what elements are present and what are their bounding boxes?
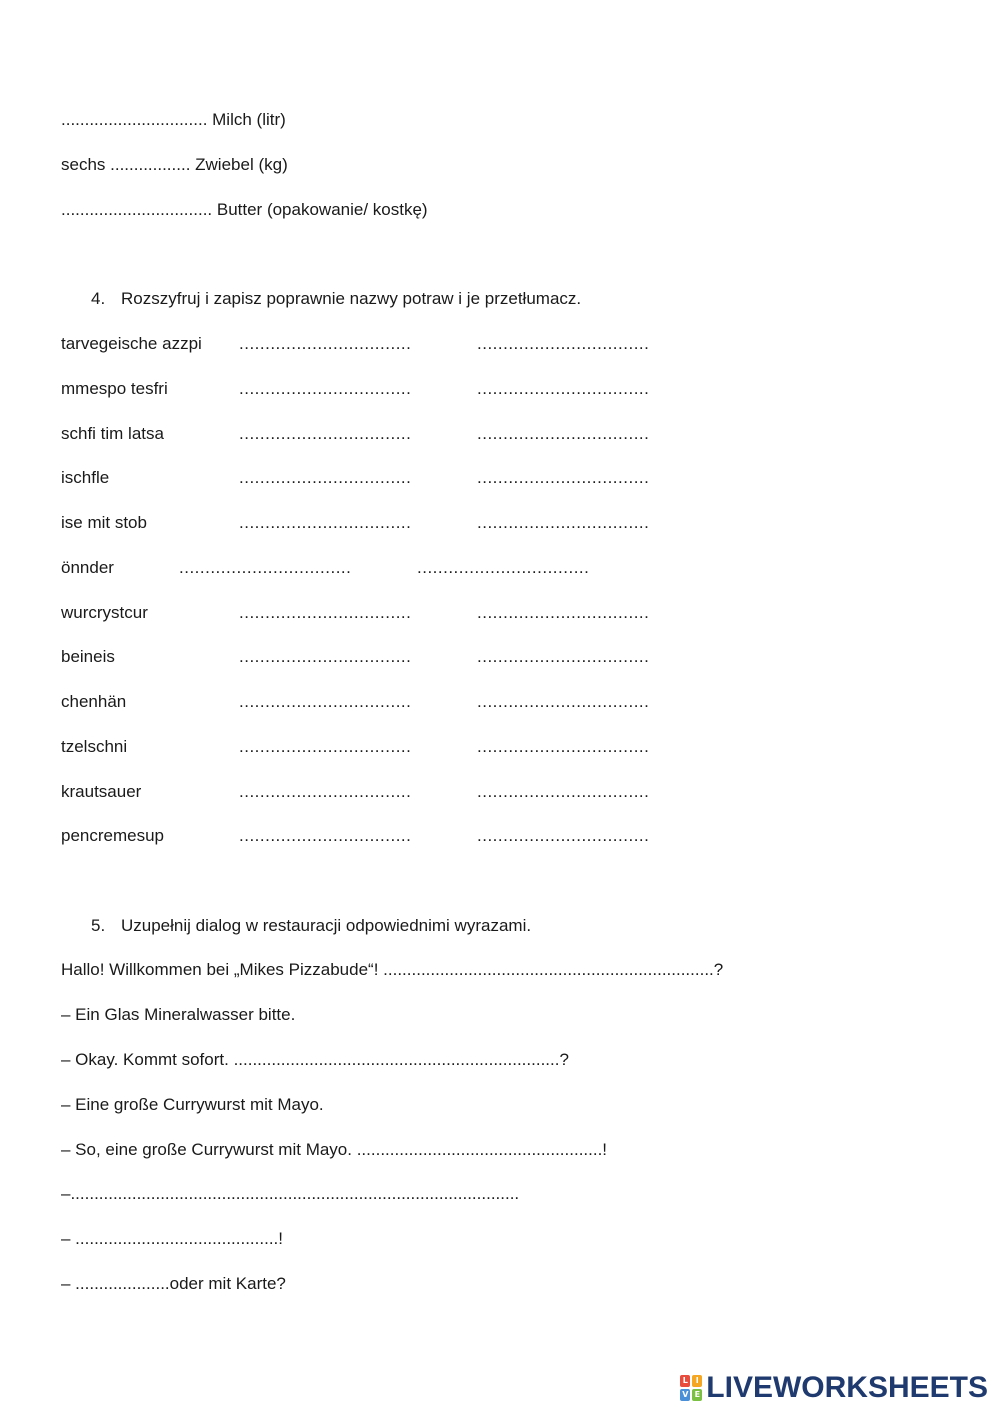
scrambled-word: wurcrystcur <box>61 603 148 622</box>
shopping-line-zwiebel: sechs ................. Zwiebel (kg) <box>61 155 288 174</box>
scrambled-word: beineis <box>61 647 115 666</box>
task4-row <box>61 646 761 668</box>
dialog-line[interactable]: – Okay. Kommt sofort. .....................................................................? <box>61 1050 569 1069</box>
logo-mark-v: V <box>682 1390 689 1399</box>
task5-number: 5. <box>91 916 106 935</box>
scrambled-word: tzelschni <box>61 737 128 756</box>
task4-row <box>61 825 761 847</box>
answer-blank-translation[interactable]: ................................. <box>477 513 650 532</box>
logo-mark-l: L <box>680 1375 690 1387</box>
dialog-line[interactable]: –............................................................................................... <box>61 1184 520 1203</box>
liveworksheets-mark-icon <box>680 1375 702 1401</box>
scrambled-word: krautsauer <box>61 782 142 801</box>
dialog-line[interactable]: – ...........................................! <box>61 1229 283 1248</box>
scrambled-word: pencremesup <box>61 826 165 845</box>
answer-blank-german[interactable]: ................................. <box>179 558 352 577</box>
answer-blank-german[interactable]: ................................. <box>239 737 412 756</box>
answer-blank-translation[interactable]: ................................. <box>477 826 650 845</box>
scrambled-word: önnder <box>61 558 114 577</box>
answer-blank-german[interactable]: ................................. <box>239 513 412 532</box>
liveworksheets-logo-text: LIVEWORKSHEETS <box>706 1371 988 1404</box>
task5-instruction: Uzupełnij dialog w restauracji odpowiednimi wyrazami. <box>121 916 532 935</box>
scrambled-word: mmespo tesfri <box>61 379 168 398</box>
dialog-line: – Eine große Currywurst mit Mayo. <box>61 1095 324 1114</box>
task4-row <box>61 691 761 713</box>
answer-blank-german[interactable]: ................................. <box>239 826 412 845</box>
task4-row <box>61 781 761 803</box>
task4-row <box>61 378 761 400</box>
dialog-line: – Ein Glas Mineralwasser bitte. <box>61 1005 296 1024</box>
answer-blank-german[interactable]: ................................. <box>239 647 412 666</box>
task4-row <box>61 602 761 624</box>
shopping-line-milch: ............................... Milch (litr) <box>61 110 286 129</box>
liveworksheets-logo <box>680 1370 988 1406</box>
answer-blank-german[interactable]: ................................. <box>239 468 412 487</box>
scrambled-word: schfi tim latsa <box>61 424 164 443</box>
dialog-line[interactable]: Hallo! Willkommen bei „Mikes Pizzabude“! ......................................................................? <box>61 960 724 979</box>
answer-blank-translation[interactable]: ................................. <box>477 782 650 801</box>
task4-heading <box>91 288 581 310</box>
scrambled-word: ischfle <box>61 468 110 487</box>
logo-mark-e: E <box>692 1389 702 1401</box>
task4-row <box>61 333 761 355</box>
task5-heading <box>91 915 531 937</box>
answer-blank-translation[interactable]: ................................. <box>477 379 650 398</box>
scrambled-word: tarvegeische azzpi <box>61 334 202 353</box>
task4-row <box>61 736 761 758</box>
task4-row <box>61 512 761 534</box>
scrambled-word: ise mit stob <box>61 513 147 532</box>
answer-blank-translation[interactable]: ................................. <box>417 558 590 577</box>
task4-instruction: Rozszyfruj i zapisz poprawnie nazwy potraw i je przetłumacz. <box>121 289 582 308</box>
answer-blank-translation[interactable]: ................................. <box>477 603 650 622</box>
answer-blank-german[interactable]: ................................. <box>239 603 412 622</box>
answer-blank-translation[interactable]: ................................. <box>477 468 650 487</box>
answer-blank-german[interactable]: ................................. <box>239 379 412 398</box>
answer-blank-translation[interactable]: ................................. <box>477 737 650 756</box>
answer-blank-translation[interactable]: ................................. <box>477 647 650 666</box>
task4-row <box>61 467 761 489</box>
task4-row <box>61 557 761 579</box>
dialog-line[interactable]: – ....................oder mit Karte? <box>61 1274 286 1293</box>
answer-blank-german[interactable]: ................................. <box>239 334 412 353</box>
task4-row <box>61 423 761 445</box>
answer-blank-german[interactable]: ................................. <box>239 692 412 711</box>
scrambled-word: chenhän <box>61 692 127 711</box>
dialog-line[interactable]: – So, eine große Currywurst mit Mayo. ....................................................! <box>61 1140 608 1159</box>
task4-number: 4. <box>91 289 106 308</box>
answer-blank-translation[interactable]: ................................. <box>477 424 650 443</box>
logo-mark-i: I <box>692 1375 702 1387</box>
answer-blank-translation[interactable]: ................................. <box>477 692 650 711</box>
answer-blank-german[interactable]: ................................. <box>239 424 412 443</box>
answer-blank-translation[interactable]: ................................. <box>477 334 650 353</box>
answer-blank-german[interactable]: ................................. <box>239 782 412 801</box>
shopping-line-butter: ................................ Butter (opakowanie/ kostkę) <box>61 200 428 219</box>
